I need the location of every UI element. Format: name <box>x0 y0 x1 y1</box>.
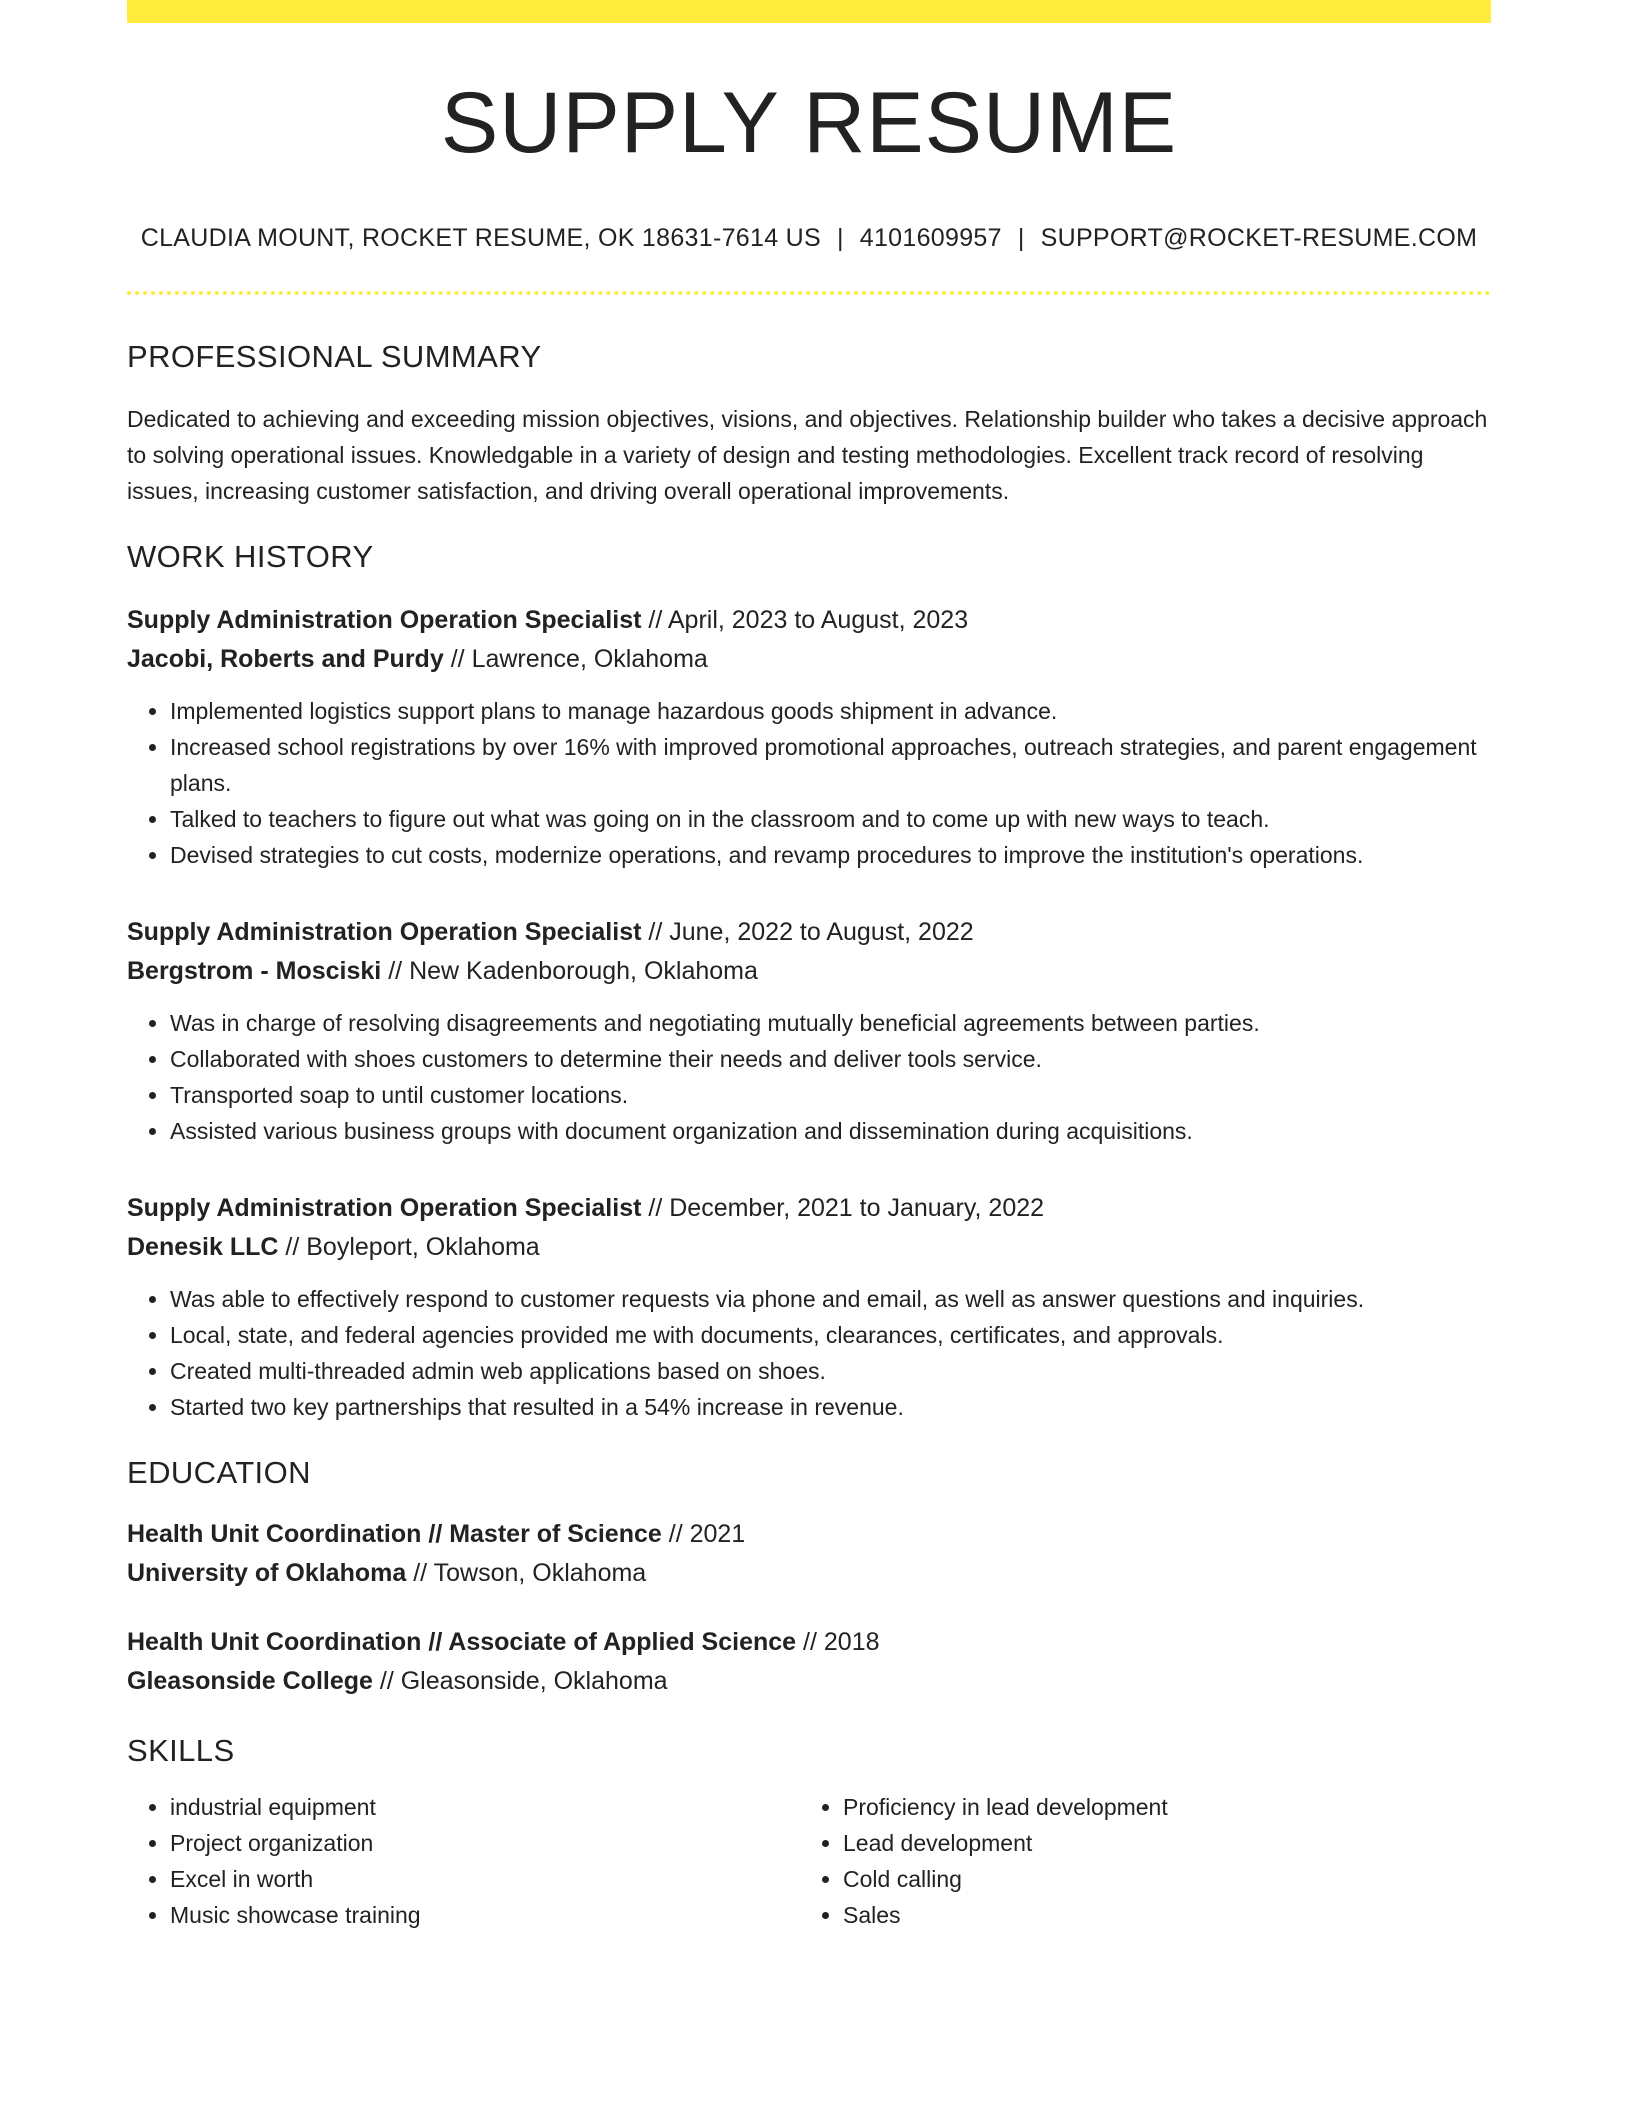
list-item: • Implemented logistics support plans to manage hazardous goods shipment in advance. <box>170 693 1491 729</box>
list-item: • Started two key partnerships that resulted in a 54% increase in revenue. <box>170 1389 1491 1425</box>
list-item: • industrial equipment <box>170 1789 800 1825</box>
job-bullets <box>127 1281 1491 1425</box>
school-line <box>127 1662 1491 1701</box>
list-item: • Created multi-threaded admin web applications based on shoes. <box>170 1353 1491 1389</box>
job-role-line <box>127 1189 1491 1228</box>
contact-separator: | <box>1017 224 1025 252</box>
list-item: • Was in charge of resolving disagreements and negotiating mutually beneficial agreements between parties. <box>170 1005 1491 1041</box>
contact-email: SUPPORT@ROCKET-RESUME.COM <box>1040 224 1478 252</box>
job-location: Boyleport, Oklahoma <box>306 1233 540 1261</box>
list-item: • Talked to teachers to figure out what was going on in the classroom and to come up with new ways to teach. <box>170 801 1491 837</box>
job-role-line <box>127 913 1491 952</box>
contact-address: CLAUDIA MOUNT, ROCKET RESUME, OK 18631-7614 US <box>140 224 821 252</box>
job-location: New Kadenborough, Oklahoma <box>409 957 758 985</box>
job-company: Denesik LLC <box>127 1233 279 1261</box>
job-entry <box>127 1189 1491 1425</box>
list-item: • Excel in worth <box>170 1861 800 1897</box>
list-item: • Project organization <box>170 1825 800 1861</box>
job-dates: April, 2023 to August, 2023 <box>667 606 969 634</box>
resume-title: SUPPLY RESUME <box>440 75 1178 171</box>
degree-line <box>127 1515 1491 1554</box>
list-item: • Collaborated with shoes customers to determine their needs and deliver tools service. <box>170 1041 1491 1077</box>
summary-text: Dedicated to achieving and exceeding mission objectives, visions, and objectives. Relationship builder who takes a decisive approach to solving operational issues. Knowledgable in a variety of design and testing methodologies. Excellent track record of resolving issues, increasing customer satisfaction, and driving overall operational improvements. <box>127 406 1488 504</box>
dotted-divider <box>127 291 1491 295</box>
separator: // <box>388 957 403 985</box>
school: Gleasonside College <box>127 1667 373 1695</box>
job-role: Supply Administration Operation Specialist <box>127 606 642 634</box>
job-location: Lawrence, Oklahoma <box>471 645 708 673</box>
job-company: Bergstrom - Mosciski <box>127 957 382 985</box>
list-item: • Music showcase training <box>170 1897 800 1933</box>
separator: // <box>450 645 465 673</box>
job-company-line <box>127 952 1491 991</box>
list-item: • Cold calling <box>843 1861 1473 1897</box>
education-entry <box>127 1515 1491 1593</box>
contact-phone: 4101609957 <box>859 224 1002 252</box>
list-item: • Was able to effectively respond to customer requests via phone and email, as well as answer questions and inquiries. <box>170 1281 1491 1317</box>
skills-column-right <box>800 1789 1473 1933</box>
skills-column-left <box>127 1789 800 1933</box>
list-item: • Devised strategies to cut costs, modernize operations, and revamp procedures to improve the institution's operations. <box>170 837 1491 873</box>
school-location: Towson, Oklahoma <box>433 1559 647 1587</box>
degree: Health Unit Coordination // Associate of Applied Science <box>127 1628 797 1656</box>
skills-list <box>127 1789 1491 1933</box>
separator: // <box>285 1233 300 1261</box>
degree-year: 2021 <box>689 1520 746 1548</box>
list-item: • Increased school registrations by over 16% with improved promotional approaches, outreach strategies, and parent engagement plans. <box>170 729 1491 801</box>
contact-line <box>127 224 1491 253</box>
degree: Health Unit Coordination // Master of Science <box>127 1520 662 1548</box>
job-dates: June, 2022 to August, 2022 <box>669 918 974 946</box>
education-entry <box>127 1623 1491 1701</box>
separator: // <box>648 606 663 634</box>
work-history-heading: WORK HISTORY <box>127 539 374 574</box>
list-item: • Lead development <box>843 1825 1473 1861</box>
list-item: • Local, state, and federal agencies provided me with documents, clearances, certificates, and approvals. <box>170 1317 1491 1353</box>
separator: // <box>668 1520 683 1548</box>
list-item: • Assisted various business groups with document organization and dissemination during acquisitions. <box>170 1113 1491 1149</box>
list-item: • Transported soap to until customer locations. <box>170 1077 1491 1113</box>
job-entry <box>127 601 1491 873</box>
top-accent-bar <box>127 0 1491 23</box>
separator: // <box>648 1194 663 1222</box>
school-line <box>127 1554 1491 1593</box>
job-bullets <box>127 1005 1491 1149</box>
school-location: Gleasonside, Oklahoma <box>400 1667 668 1695</box>
separator: // <box>413 1559 428 1587</box>
job-dates: December, 2021 to January, 2022 <box>669 1194 1045 1222</box>
contact-separator: | <box>836 224 844 252</box>
job-role-line <box>127 601 1491 640</box>
degree-year: 2018 <box>823 1628 880 1656</box>
skills-heading: SKILLS <box>127 1733 235 1768</box>
summary-heading: PROFESSIONAL SUMMARY <box>127 339 542 374</box>
separator: // <box>379 1667 394 1695</box>
school: University of Oklahoma <box>127 1559 407 1587</box>
job-company-line <box>127 640 1491 679</box>
job-company: Jacobi, Roberts and Purdy <box>127 645 444 673</box>
resume-page <box>127 0 1491 1933</box>
job-entry <box>127 913 1491 1149</box>
job-role: Supply Administration Operation Specialist <box>127 1194 642 1222</box>
separator: // <box>803 1628 817 1656</box>
job-role: Supply Administration Operation Specialist <box>127 918 642 946</box>
list-item: • Proficiency in lead development <box>843 1789 1473 1825</box>
job-bullets <box>127 693 1491 873</box>
job-company-line <box>127 1228 1491 1267</box>
degree-line <box>127 1623 1491 1662</box>
education-heading: EDUCATION <box>127 1455 311 1490</box>
list-item: • Sales <box>843 1897 1473 1933</box>
separator: // <box>648 918 663 946</box>
